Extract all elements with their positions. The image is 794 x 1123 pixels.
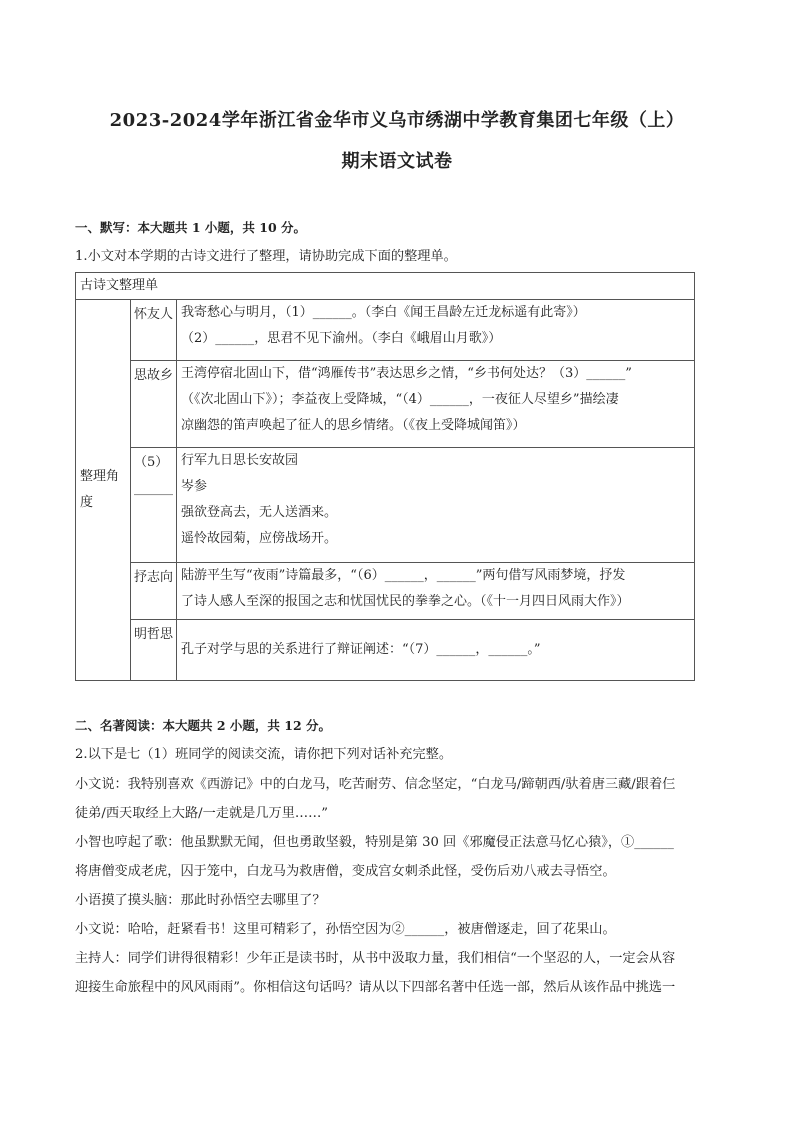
row-line: 强欲登高去，无人送酒来。 — [181, 505, 338, 520]
dialogue-line: 小语摸了摸头脑：那此时孙悟空去哪里了？ — [75, 893, 326, 908]
row-line: 陆游平生写“夜雨”诗篇最多，“（6）______，______”两句借写风雨梦境，抒发 — [181, 568, 626, 583]
dialogue-line: 迎接生命旅程中的风风雨雨”。你相信这句话吗？请从以下四部名著中任选一部，然后从该作品中挑选一 — [75, 980, 676, 995]
dialogue-line: 将唐僧变成老虎，囚于笼中，白龙马为救唐僧，变成宫女刺杀此怪，受伤后劝八戒去寻悟空。 — [75, 864, 616, 879]
dialogue-line: 小智也哼起了歌：他虽默默无闻，但也勇敢坚毅，特别是第 30 回《邪魔侵正法意马忆心猿》，①______ — [75, 835, 674, 850]
question2-text: 2.以下是七（1）班同学的阅读交流，请你把下列对话补充完整。 — [75, 747, 453, 762]
row-line: （2）______，思君不见下渝州。（李白《峨眉山月歌》） — [181, 331, 502, 346]
section2-heading: 二、名著阅读：本大题共 2 小题，共 12 分。 — [75, 718, 332, 733]
dialogue-line: 徒弟/西天取经上大路/一走就是几万里……” — [75, 806, 329, 821]
section1-heading: 一、默写：本大题共 1 小题，共 10 分。 — [75, 220, 307, 235]
dialogue-line: 主持人：同学们讲得很精彩！少年正是读书时，从书中汲取力量，我们相信“一个坚忍的人，一定会从容 — [75, 951, 676, 966]
row-line: 了诗人感人至深的报国之志和忧国忧民的拳拳之心。（《十一月四日风雨大作》） — [181, 594, 630, 609]
row-label: 怀友人 — [131, 300, 177, 361]
row-line: 王湾停宿北固山下，借“鸿雁传书”表达思乡之情，“乡书何处达？（3）______” — [181, 366, 632, 381]
table-row — [177, 448, 695, 563]
row-line: 我寄愁心与明月，（1）______。（李白《闻王昌龄左迁龙标遥有此寄》） — [181, 305, 586, 320]
dialogue-line: 小文说：我特别喜欢《西游记》中的白龙马，吃苦耐劳、信念坚定，“白龙马/蹄朝西/驮着唐三藏/跟着仨 — [75, 777, 676, 792]
row-line: 孔子对学与思的关系进行了辩证阐述：“（7）______，______。” — [181, 642, 541, 657]
row-line: 岑参 — [181, 479, 208, 494]
dialogue-line: 小文说：哈哈，赶紧看书！这里可精彩了，孙悟空因为②______，被唐僧逐走，回了花果山。 — [75, 922, 616, 937]
row-label: 抒志向 — [131, 563, 177, 620]
row-line: 遥怜故园菊，应傍战场开。 — [181, 531, 338, 546]
category-label: 整理角度 — [76, 300, 131, 681]
table-caption: 古诗文整理单 — [76, 273, 695, 300]
dialogue-block — [75, 770, 720, 1002]
row-line: 凉幽怨的笛声唤起了征人的思乡情绪。（《夜上受降城闻笛》） — [181, 418, 526, 433]
table-row — [177, 620, 695, 681]
table-row — [177, 300, 695, 361]
row-label: 思故乡 — [131, 361, 177, 448]
row-label: （5）______ — [131, 448, 177, 563]
table-row — [177, 361, 695, 448]
poem-table — [75, 272, 695, 681]
table-row — [177, 563, 695, 620]
row-line: 行军九日思长安故园 — [181, 453, 299, 468]
row-line: （《次北固山下》）；李益夜上受降城，“（4）______，一夜征人尽望乡”描绘凄 — [181, 392, 619, 407]
row-label: 明哲思 — [131, 620, 177, 681]
exam-title-line2: 期末语文试卷 — [341, 151, 453, 172]
exam-title-line1: 2023-2024学年浙江省金华市义乌市绣湖中学教育集团七年级（上） — [109, 110, 685, 131]
question1-text: 1.小文对本学期的古诗文进行了整理，请协助完成下面的整理单。 — [75, 249, 457, 264]
